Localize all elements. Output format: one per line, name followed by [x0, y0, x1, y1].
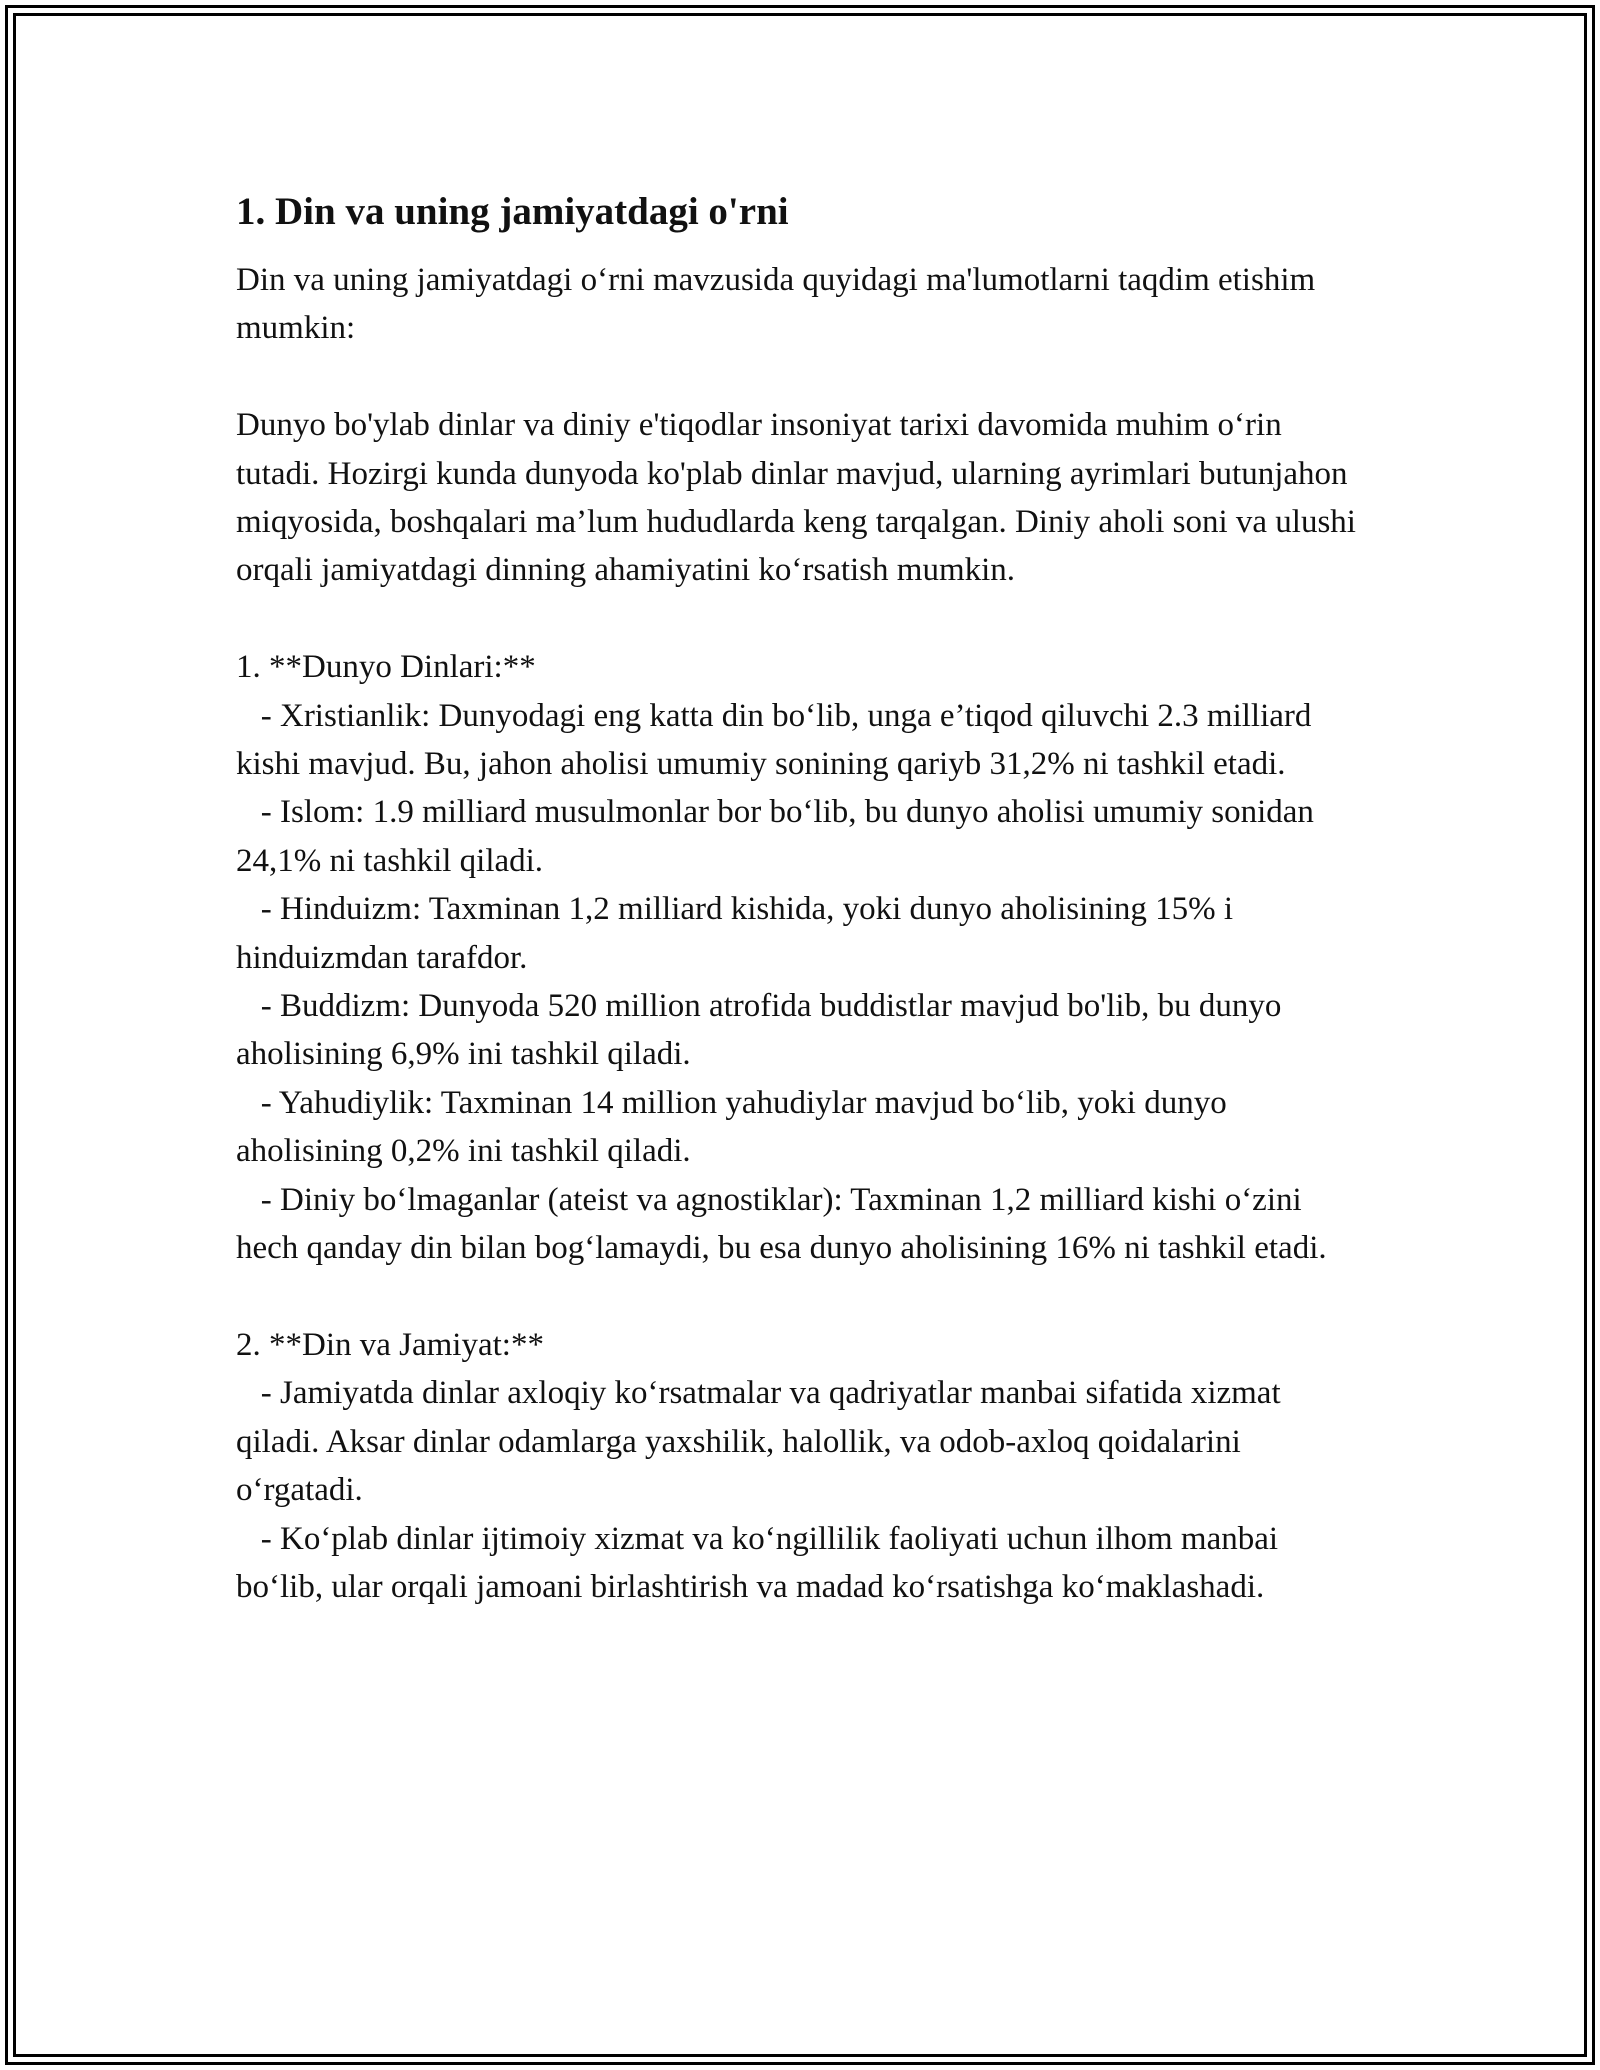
list-item-buddhism: - Buddizm: Dunyoda 520 million atrofida buddistlar mavjud bo'lib, bu dunyo aholisining 6,9% ini tashkil qiladi.	[236, 988, 1290, 1073]
overview-paragraph: Dunyo bo'ylab dinlar va diniy e'tiqodlar insoniyat tarixi davomida muhim o‘rin tutadi. Hozirgi kunda dunyoda ko'plab dinlar mavjud, ularning ayrimlari butunjahon miqyosida, boshqalari ma’lum hududlarda keng tarqalgan. Diniy aholi soni va ulushi orqali jamiyatdagi dinning ahamiyatini ko‘rsatish mumkin.	[236, 407, 1365, 589]
list-item-christianity: - Xristianlik: Dunyodagi eng katta din bo‘lib, unga e’tiqod qiluvchi 2.3 milliard kishi mavjud. Bu, jahon aholisi umumiy sonining qariyb 31,2% ni tashkil etadi.	[236, 697, 1320, 783]
list-item-islam: - Islom: 1.9 milliard musulmonlar bor bo‘lib, bu dunyo aholisi umumiy sonidan 24,1% ni tashkil qiladi.	[236, 794, 1323, 879]
list-item-hinduism: - Hinduizm: Taxminan 1,2 milliard kishida, yoki dunyo aholisining 15% i hinduizmdan tarafdor.	[236, 891, 1242, 976]
section-world-religions	[236, 643, 1356, 1272]
page-title: 1. Din va uning jamiyatdagi o'rni	[236, 190, 789, 233]
list-item-social-service: - Ko‘plab dinlar ijtimoiy xizmat va ko‘ngillilik faoliyati uchun ilhom manbai bo‘lib, ular orqali jamoani birlashtirish va madad ko‘rsatishga ko‘maklashadi.	[236, 1520, 1287, 1605]
list-item-nonreligious: - Diniy bo‘lmaganlar (ateist va agnostiklar): Taxminan 1,2 milliard kishi o‘zini hech qanday din bilan bog‘lamaydi, bu esa dunyo aholisining 16% ni tashkil etadi.	[236, 1181, 1327, 1267]
document-body	[236, 188, 1365, 1611]
section-religion-society	[236, 1321, 1356, 1611]
list-item-judaism: - Yahudiylik: Taxminan 14 million yahudiylar mavjud bo‘lib, yoki dunyo aholisining 0,2% ini tashkil qiladi.	[236, 1084, 1235, 1170]
intro-paragraph: Din va uning jamiyatdagi o‘rni mavzusida quyidagi ma'lumotlarni taqdim etishim mumkin:	[236, 262, 1324, 347]
section-title: 1. **Dunyo Dinlari:**	[236, 649, 536, 686]
section-title: 2. **Din va Jamiyat:**	[236, 1326, 544, 1363]
list-item-moral-values: - Jamiyatda dinlar axloqiy ko‘rsatmalar va qadriyatlar manbai sifatida xizmat qiladi. Aksar dinlar odamlarga yaxshilik, halollik, va odob-axloq qoidalarini o‘rgatadi.	[236, 1375, 1289, 1509]
